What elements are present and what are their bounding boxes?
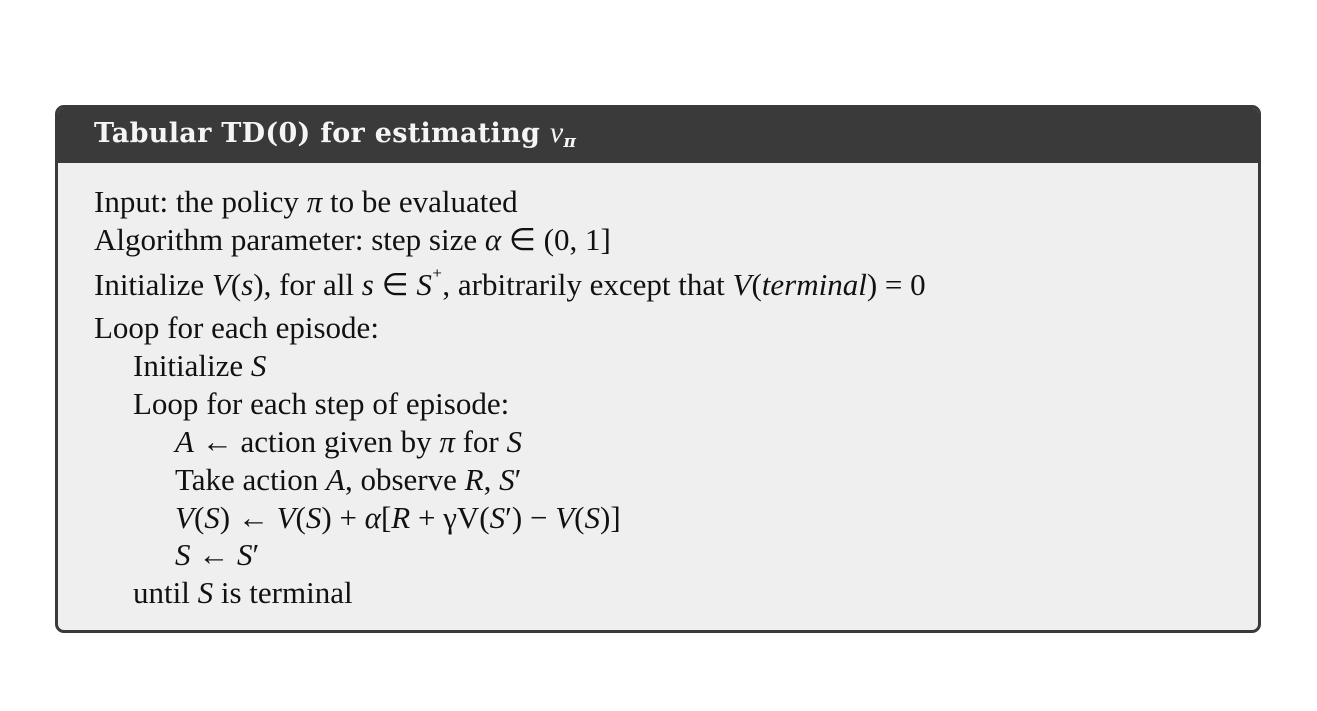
line-loop-episode: Loop for each episode: [94, 310, 379, 345]
line-take-action: Take action A, observe R, S′ [175, 462, 522, 497]
line-initialize-v: Initialize V(s), for all s ∈ S⁺, arbitrarily except that V(terminal) = 0 [94, 266, 926, 302]
algorithm-title-var: v [549, 116, 564, 149]
algorithm-title [94, 116, 576, 152]
line-until-terminal: until S is terminal [133, 575, 353, 610]
algorithm-title-text: Tabular TD(0) for estimating [94, 118, 550, 149]
algorithm-header [58, 108, 1258, 163]
algorithm-box [55, 105, 1261, 633]
line-choose-action: A ← action given by π for S [175, 424, 522, 459]
line-initialize-s: Initialize S [133, 348, 267, 383]
line-loop-step: Loop for each step of episode: [133, 386, 510, 421]
algorithm-title-sub: π [563, 132, 577, 152]
line-assign-s: S ← S′ [175, 537, 260, 572]
line-input: Input: the policy π to be evaluated [94, 184, 518, 219]
line-update-v: V(S) ← V(S) + α[R + γV(S′) − V(S)] [175, 500, 621, 535]
line-parameter: Algorithm parameter: step size α ∈ (0, 1] [94, 222, 611, 257]
